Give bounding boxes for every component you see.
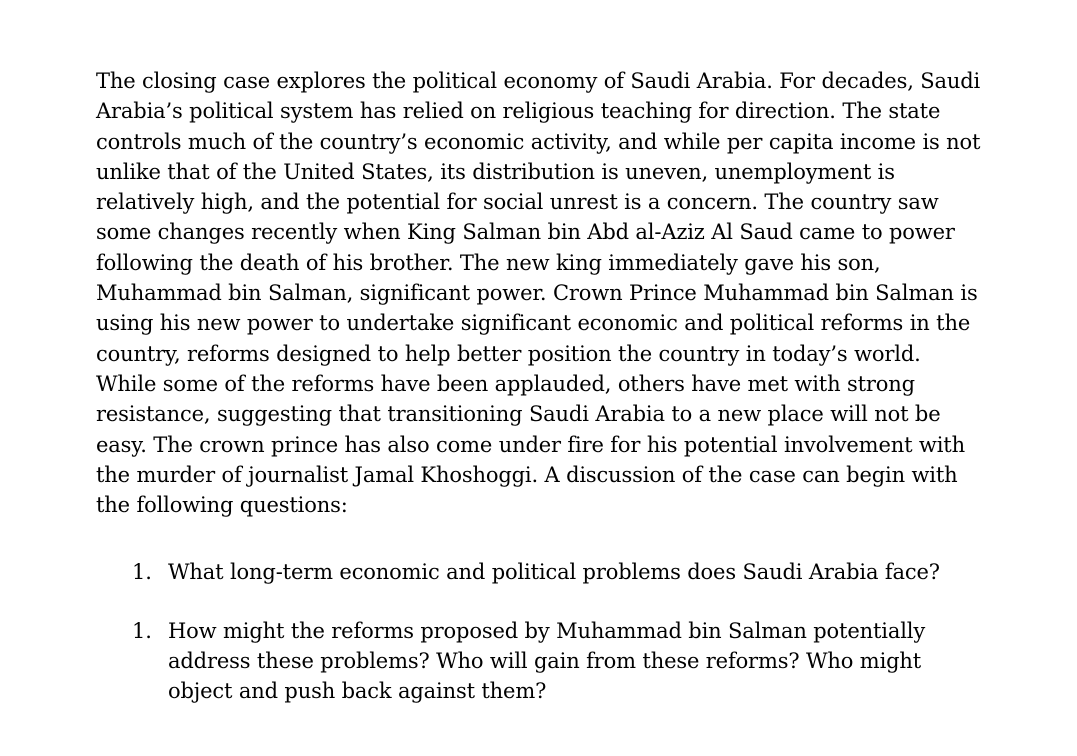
question-text: What long-term economic and political problems does Saudi Arabia face? [168,560,940,584]
intro-paragraph: The closing case explores the political economy of Saudi Arabia. For decades, Saudi Arabia’s political system has relied on religious teaching for direction. The state controls much of the country’s economic activity, and while per capita income is not unlike that of the United States, its distribution is uneven, unemployment is relatively high, and the potential for social unrest is a concern. The country saw some changes recently when King Salman bin Abd al-Aziz Al Saud came to power following the death of his brother. The new king immediately gave his son, Muhammad bin Salman, significant power. Crown Prince Muhammad bin Salman is using his new power to undertake significant economic and political reforms in the country, reforms designed to help better position the country in today’s world. While some of the reforms have been applauded, others have met with strong resistance, suggesting that transitioning Saudi Arabia to a new place will not be easy. The crown prince has also come under fire for his potential involvement with the murder of journalist Jamal Khoshoggi. A discussion of the case can begin with the following questions: [96,69,981,518]
question-number: 1. [132,619,152,643]
question-text: How might the reforms proposed by Muhammad bin Salman potentially address these problems? Who will gain from these reforms? Who might object and push back against them? [168,619,926,703]
question-number: 1. [132,560,152,584]
question-item [96,557,1056,587]
question-item [96,616,1056,706]
